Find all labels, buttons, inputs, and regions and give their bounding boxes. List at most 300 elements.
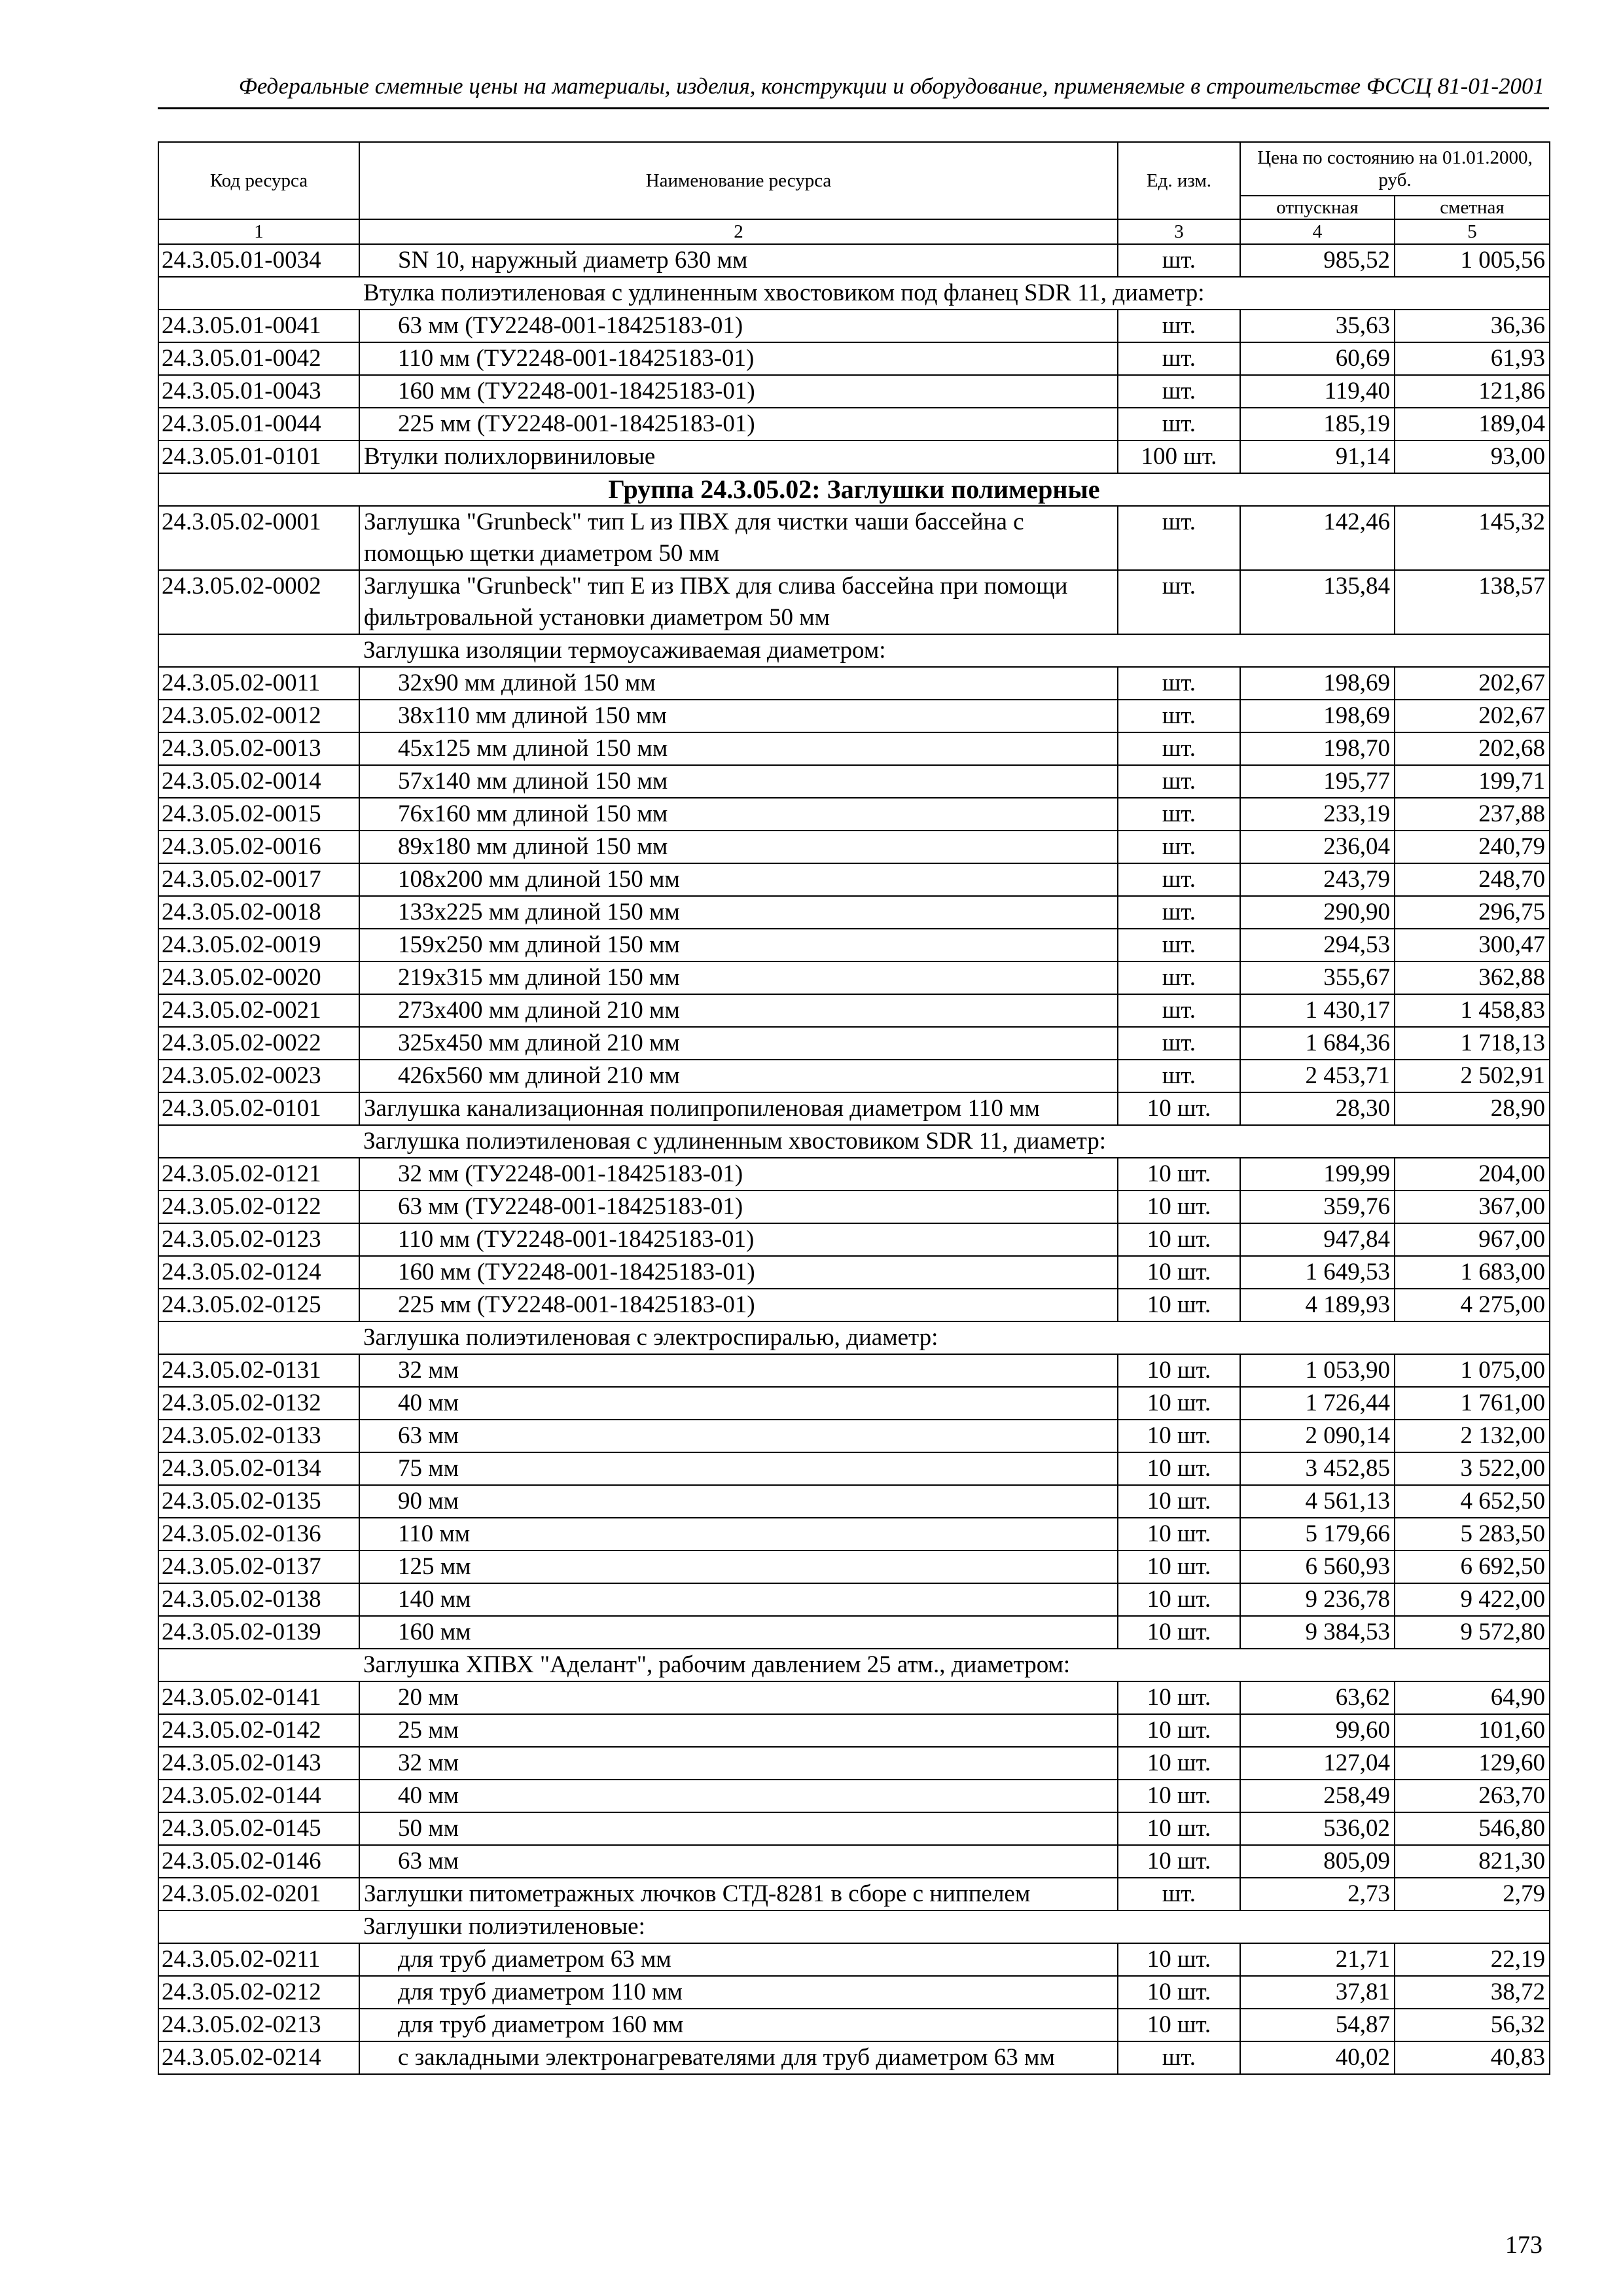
table-row bbox=[158, 1551, 1550, 1583]
resource-code: 24.3.05.01-0043 bbox=[158, 375, 359, 408]
estimate-price: 1 075,00 bbox=[1395, 1354, 1550, 1387]
resource-code: 24.3.05.02-0133 bbox=[158, 1420, 359, 1452]
table-row bbox=[158, 1747, 1550, 1780]
table-row bbox=[158, 1354, 1550, 1387]
resource-code: 24.3.05.02-0014 bbox=[158, 765, 359, 798]
release-price: 359,76 bbox=[1240, 1191, 1395, 1223]
estimate-price: 3 522,00 bbox=[1395, 1452, 1550, 1485]
empty-cell bbox=[158, 634, 359, 667]
resource-name: 110 мм (ТУ2248-001-18425183-01) bbox=[359, 342, 1118, 375]
release-price: 947,84 bbox=[1240, 1223, 1395, 1256]
resource-code: 24.3.05.02-0001 bbox=[158, 506, 359, 570]
unit: 10 шт. bbox=[1118, 1452, 1240, 1485]
table-row bbox=[158, 929, 1550, 961]
release-price: 355,67 bbox=[1240, 961, 1395, 994]
estimate-price: 1 458,83 bbox=[1395, 994, 1550, 1027]
subgroup-title: Заглушки полиэтиленовые: bbox=[359, 1910, 1550, 1943]
release-price: 1 684,36 bbox=[1240, 1027, 1395, 1060]
table-row bbox=[158, 1060, 1550, 1092]
resource-name: 160 мм bbox=[359, 1616, 1118, 1649]
release-price: 37,81 bbox=[1240, 1976, 1395, 2009]
resource-code: 24.3.05.02-0017 bbox=[158, 863, 359, 896]
resource-code: 24.3.05.02-0132 bbox=[158, 1387, 359, 1420]
release-price: 195,77 bbox=[1240, 765, 1395, 798]
release-price: 9 236,78 bbox=[1240, 1583, 1395, 1616]
release-price: 28,30 bbox=[1240, 1092, 1395, 1125]
unit: 10 шт. bbox=[1118, 1158, 1240, 1191]
resource-name: 125 мм bbox=[359, 1551, 1118, 1583]
resource-name: для труб диаметром 110 мм bbox=[359, 1976, 1118, 2009]
resource-code: 24.3.05.02-0144 bbox=[158, 1780, 359, 1812]
unit: 10 шт. bbox=[1118, 1223, 1240, 1256]
unit: 10 шт. bbox=[1118, 1518, 1240, 1551]
unit: 10 шт. bbox=[1118, 1780, 1240, 1812]
resource-code: 24.3.05.02-0145 bbox=[158, 1812, 359, 1845]
release-price: 60,69 bbox=[1240, 342, 1395, 375]
release-price: 243,79 bbox=[1240, 863, 1395, 896]
subgroup-title: Заглушка полиэтиленовая с удлиненным хвостовиком SDR 11, диаметр: bbox=[359, 1125, 1550, 1158]
resource-name: 110 мм bbox=[359, 1518, 1118, 1551]
resource-code: 24.3.05.02-0125 bbox=[158, 1289, 359, 1321]
table-row bbox=[158, 1518, 1550, 1551]
price-table bbox=[158, 141, 1550, 2075]
empty-cell bbox=[158, 1321, 359, 1354]
resource-name: 40 мм bbox=[359, 1387, 1118, 1420]
header-estimate-price: сметная bbox=[1395, 196, 1550, 219]
table-row bbox=[158, 1223, 1550, 1256]
estimate-price: 237,88 bbox=[1395, 798, 1550, 831]
header-name: Наименование ресурса bbox=[359, 142, 1118, 219]
release-price: 2 453,71 bbox=[1240, 1060, 1395, 1092]
estimate-price: 202,67 bbox=[1395, 667, 1550, 700]
resource-code: 24.3.05.02-0134 bbox=[158, 1452, 359, 1485]
empty-cell bbox=[158, 1910, 359, 1943]
resource-code: 24.3.05.01-0101 bbox=[158, 440, 359, 473]
resource-name: 32х90 мм длиной 150 мм bbox=[359, 667, 1118, 700]
unit: шт. bbox=[1118, 2041, 1240, 2074]
unit: 10 шт. bbox=[1118, 1092, 1240, 1125]
resource-name: Заглушка "Grunbeck" тип L из ПВХ для чистки чаши бассейна с помощью щетки диаметром 50 мм bbox=[359, 506, 1118, 570]
estimate-price: 5 283,50 bbox=[1395, 1518, 1550, 1551]
header-price: Цена по состоянию на 01.01.2000, руб. bbox=[1240, 142, 1550, 196]
resource-name: 50 мм bbox=[359, 1812, 1118, 1845]
resource-name: 38х110 мм длиной 150 мм bbox=[359, 700, 1118, 732]
resource-name: SN 10, наружный диаметр 630 мм bbox=[359, 244, 1118, 277]
unit: 10 шт. bbox=[1118, 1256, 1240, 1289]
resource-code: 24.3.05.02-0101 bbox=[158, 1092, 359, 1125]
subgroup-row bbox=[158, 1910, 1550, 1943]
unit: 10 шт. bbox=[1118, 1387, 1240, 1420]
unit: шт. bbox=[1118, 506, 1240, 570]
resource-code: 24.3.05.02-0022 bbox=[158, 1027, 359, 1060]
column-number: 3 bbox=[1118, 219, 1240, 244]
table-row bbox=[158, 244, 1550, 277]
release-price: 3 452,85 bbox=[1240, 1452, 1395, 1485]
estimate-price: 263,70 bbox=[1395, 1780, 1550, 1812]
release-price: 294,53 bbox=[1240, 929, 1395, 961]
estimate-price: 821,30 bbox=[1395, 1845, 1550, 1878]
table-row bbox=[158, 2041, 1550, 2074]
release-price: 2 090,14 bbox=[1240, 1420, 1395, 1452]
release-price: 91,14 bbox=[1240, 440, 1395, 473]
header-release-price: отпускная bbox=[1240, 196, 1395, 219]
release-price: 9 384,53 bbox=[1240, 1616, 1395, 1649]
resource-name: 160 мм (ТУ2248-001-18425183-01) bbox=[359, 375, 1118, 408]
estimate-price: 6 692,50 bbox=[1395, 1551, 1550, 1583]
subgroup-row bbox=[158, 634, 1550, 667]
release-price: 1 726,44 bbox=[1240, 1387, 1395, 1420]
table-row bbox=[158, 2009, 1550, 2041]
resource-name: 273х400 мм длиной 210 мм bbox=[359, 994, 1118, 1027]
resource-code: 24.3.05.02-0016 bbox=[158, 831, 359, 863]
resource-name: для труб диаметром 63 мм bbox=[359, 1943, 1118, 1976]
subgroup-row bbox=[158, 1321, 1550, 1354]
release-price: 119,40 bbox=[1240, 375, 1395, 408]
unit: шт. bbox=[1118, 961, 1240, 994]
unit: шт. bbox=[1118, 896, 1240, 929]
unit: 10 шт. bbox=[1118, 1289, 1240, 1321]
estimate-price: 56,32 bbox=[1395, 2009, 1550, 2041]
resource-code: 24.3.05.02-0124 bbox=[158, 1256, 359, 1289]
unit: 100 шт. bbox=[1118, 440, 1240, 473]
table-row bbox=[158, 1714, 1550, 1747]
unit: 10 шт. bbox=[1118, 2009, 1240, 2041]
resource-name: 225 мм (ТУ2248-001-18425183-01) bbox=[359, 408, 1118, 440]
estimate-price: 199,71 bbox=[1395, 765, 1550, 798]
table-row bbox=[158, 1092, 1550, 1125]
resource-code: 24.3.05.02-0012 bbox=[158, 700, 359, 732]
estimate-price: 189,04 bbox=[1395, 408, 1550, 440]
estimate-price: 9 572,80 bbox=[1395, 1616, 1550, 1649]
resource-code: 24.3.05.02-0019 bbox=[158, 929, 359, 961]
table-row bbox=[158, 1812, 1550, 1845]
unit: 10 шт. bbox=[1118, 1943, 1240, 1976]
estimate-price: 248,70 bbox=[1395, 863, 1550, 896]
resource-code: 24.3.05.02-0213 bbox=[158, 2009, 359, 2041]
table-row bbox=[158, 375, 1550, 408]
table-row bbox=[158, 1452, 1550, 1485]
table-row bbox=[158, 798, 1550, 831]
estimate-price: 145,32 bbox=[1395, 506, 1550, 570]
subgroup-row bbox=[158, 277, 1550, 310]
estimate-price: 1 718,13 bbox=[1395, 1027, 1550, 1060]
estimate-price: 4 652,50 bbox=[1395, 1485, 1550, 1518]
table-row bbox=[158, 1485, 1550, 1518]
release-price: 236,04 bbox=[1240, 831, 1395, 863]
table-body bbox=[158, 244, 1550, 2074]
table-row bbox=[158, 506, 1550, 570]
resource-name: 133х225 мм длиной 150 мм bbox=[359, 896, 1118, 929]
resource-name: 63 мм (ТУ2248-001-18425183-01) bbox=[359, 310, 1118, 342]
resource-name: 219х315 мм длиной 150 мм bbox=[359, 961, 1118, 994]
release-price: 536,02 bbox=[1240, 1812, 1395, 1845]
column-number: 1 bbox=[158, 219, 359, 244]
unit: шт. bbox=[1118, 667, 1240, 700]
release-price: 5 179,66 bbox=[1240, 1518, 1395, 1551]
subgroup-title: Заглушка полиэтиленовая с электроспиралью, диаметр: bbox=[359, 1321, 1550, 1354]
release-price: 99,60 bbox=[1240, 1714, 1395, 1747]
unit: шт. bbox=[1118, 863, 1240, 896]
release-price: 127,04 bbox=[1240, 1747, 1395, 1780]
unit: шт. bbox=[1118, 310, 1240, 342]
release-price: 2,73 bbox=[1240, 1878, 1395, 1910]
resource-code: 24.3.05.01-0041 bbox=[158, 310, 359, 342]
resource-code: 24.3.05.02-0146 bbox=[158, 1845, 359, 1878]
release-price: 198,69 bbox=[1240, 667, 1395, 700]
table-row bbox=[158, 1583, 1550, 1616]
unit: 10 шт. bbox=[1118, 1845, 1240, 1878]
column-number: 5 bbox=[1395, 219, 1550, 244]
table-row bbox=[158, 408, 1550, 440]
unit: 10 шт. bbox=[1118, 1976, 1240, 2009]
estimate-price: 101,60 bbox=[1395, 1714, 1550, 1747]
estimate-price: 129,60 bbox=[1395, 1747, 1550, 1780]
unit: шт. bbox=[1118, 700, 1240, 732]
unit: 10 шт. bbox=[1118, 1354, 1240, 1387]
table-row bbox=[158, 1681, 1550, 1714]
resource-code: 24.3.05.02-0135 bbox=[158, 1485, 359, 1518]
header-unit: Ед. изм. bbox=[1118, 142, 1240, 219]
resource-code: 24.3.05.02-0123 bbox=[158, 1223, 359, 1256]
group-row bbox=[158, 473, 1550, 506]
resource-code: 24.3.05.02-0018 bbox=[158, 896, 359, 929]
resource-code: 24.3.05.02-0002 bbox=[158, 570, 359, 634]
header-code: Код ресурса bbox=[158, 142, 359, 219]
estimate-price: 202,68 bbox=[1395, 732, 1550, 765]
table-row bbox=[158, 1191, 1550, 1223]
release-price: 35,63 bbox=[1240, 310, 1395, 342]
table-row bbox=[158, 1256, 1550, 1289]
estimate-price: 204,00 bbox=[1395, 1158, 1550, 1191]
unit: 10 шт. bbox=[1118, 1420, 1240, 1452]
resource-code: 24.3.05.02-0143 bbox=[158, 1747, 359, 1780]
unit: шт. bbox=[1118, 1027, 1240, 1060]
release-price: 290,90 bbox=[1240, 896, 1395, 929]
resource-name: 40 мм bbox=[359, 1780, 1118, 1812]
resource-code: 24.3.05.02-0122 bbox=[158, 1191, 359, 1223]
column-number: 2 bbox=[359, 219, 1118, 244]
resource-code: 24.3.05.02-0015 bbox=[158, 798, 359, 831]
estimate-price: 240,79 bbox=[1395, 831, 1550, 863]
unit: 10 шт. bbox=[1118, 1551, 1240, 1583]
release-price: 258,49 bbox=[1240, 1780, 1395, 1812]
resource-code: 24.3.05.01-0034 bbox=[158, 244, 359, 277]
estimate-price: 121,86 bbox=[1395, 375, 1550, 408]
group-title: Группа 24.3.05.02: Заглушки полимерные bbox=[158, 473, 1550, 506]
estimate-price: 1 761,00 bbox=[1395, 1387, 1550, 1420]
estimate-price: 36,36 bbox=[1395, 310, 1550, 342]
resource-name: 90 мм bbox=[359, 1485, 1118, 1518]
resource-name: 110 мм (ТУ2248-001-18425183-01) bbox=[359, 1223, 1118, 1256]
resource-code: 24.3.05.02-0142 bbox=[158, 1714, 359, 1747]
unit: шт. bbox=[1118, 831, 1240, 863]
subgroup-row bbox=[158, 1649, 1550, 1681]
resource-code: 24.3.05.02-0211 bbox=[158, 1943, 359, 1976]
table-row bbox=[158, 896, 1550, 929]
release-price: 185,19 bbox=[1240, 408, 1395, 440]
estimate-price: 1 683,00 bbox=[1395, 1256, 1550, 1289]
empty-cell bbox=[158, 277, 359, 310]
estimate-price: 28,90 bbox=[1395, 1092, 1550, 1125]
header-rule bbox=[158, 107, 1549, 109]
resource-name: 140 мм bbox=[359, 1583, 1118, 1616]
resource-name: Заглушки питометражных лючков СТД-8281 в сборе с ниппелем bbox=[359, 1878, 1118, 1910]
unit: 10 шт. bbox=[1118, 1485, 1240, 1518]
release-price: 199,99 bbox=[1240, 1158, 1395, 1191]
resource-name: 25 мм bbox=[359, 1714, 1118, 1747]
empty-cell bbox=[158, 1125, 359, 1158]
empty-cell bbox=[158, 1649, 359, 1681]
unit: 10 шт. bbox=[1118, 1583, 1240, 1616]
resource-name: 32 мм (ТУ2248-001-18425183-01) bbox=[359, 1158, 1118, 1191]
estimate-price: 38,72 bbox=[1395, 1976, 1550, 2009]
release-price: 4 561,13 bbox=[1240, 1485, 1395, 1518]
estimate-price: 138,57 bbox=[1395, 570, 1550, 634]
release-price: 1 053,90 bbox=[1240, 1354, 1395, 1387]
resource-name: для труб диаметром 160 мм bbox=[359, 2009, 1118, 2041]
unit: шт. bbox=[1118, 1878, 1240, 1910]
resource-name: Втулки полихлорвиниловые bbox=[359, 440, 1118, 473]
unit: шт. bbox=[1118, 929, 1240, 961]
resource-name: 108х200 мм длиной 150 мм bbox=[359, 863, 1118, 896]
unit: 10 шт. bbox=[1118, 1714, 1240, 1747]
unit: шт. bbox=[1118, 798, 1240, 831]
estimate-price: 1 005,56 bbox=[1395, 244, 1550, 277]
table-row bbox=[158, 1616, 1550, 1649]
resource-name: 160 мм (ТУ2248-001-18425183-01) bbox=[359, 1256, 1118, 1289]
estimate-price: 362,88 bbox=[1395, 961, 1550, 994]
resource-name: 325х450 мм длиной 210 мм bbox=[359, 1027, 1118, 1060]
subgroup-title: Заглушка изоляции термоусаживаемая диаметром: bbox=[359, 634, 1550, 667]
resource-code: 24.3.05.02-0013 bbox=[158, 732, 359, 765]
resource-code: 24.3.05.02-0214 bbox=[158, 2041, 359, 2074]
table-row bbox=[158, 961, 1550, 994]
table-row bbox=[158, 667, 1550, 700]
estimate-price: 93,00 bbox=[1395, 440, 1550, 473]
table-row bbox=[158, 1943, 1550, 1976]
resource-name: Заглушка "Grunbeck" тип E из ПВХ для слива бассейна при помощи фильтровальной установки диаметром 50 мм bbox=[359, 570, 1118, 634]
table-row bbox=[158, 1845, 1550, 1878]
release-price: 6 560,93 bbox=[1240, 1551, 1395, 1583]
unit: 10 шт. bbox=[1118, 1191, 1240, 1223]
release-price: 1 649,53 bbox=[1240, 1256, 1395, 1289]
unit: шт. bbox=[1118, 765, 1240, 798]
estimate-price: 2 132,00 bbox=[1395, 1420, 1550, 1452]
table-row bbox=[158, 1878, 1550, 1910]
resource-code: 24.3.05.02-0011 bbox=[158, 667, 359, 700]
table-row bbox=[158, 765, 1550, 798]
resource-name: 76х160 мм длиной 150 мм bbox=[359, 798, 1118, 831]
table-row bbox=[158, 310, 1550, 342]
resource-name: 45х125 мм длиной 150 мм bbox=[359, 732, 1118, 765]
unit: 10 шт. bbox=[1118, 1616, 1240, 1649]
page-number: 173 bbox=[1505, 2231, 1543, 2259]
table-row bbox=[158, 1976, 1550, 2009]
release-price: 1 430,17 bbox=[1240, 994, 1395, 1027]
estimate-price: 300,47 bbox=[1395, 929, 1550, 961]
table-row bbox=[158, 1289, 1550, 1321]
unit: шт. bbox=[1118, 375, 1240, 408]
resource-name: 57х140 мм длиной 150 мм bbox=[359, 765, 1118, 798]
table-row bbox=[158, 1387, 1550, 1420]
table-row bbox=[158, 440, 1550, 473]
release-price: 198,69 bbox=[1240, 700, 1395, 732]
estimate-price: 40,83 bbox=[1395, 2041, 1550, 2074]
table-row bbox=[158, 700, 1550, 732]
estimate-price: 61,93 bbox=[1395, 342, 1550, 375]
resource-code: 24.3.05.02-0131 bbox=[158, 1354, 359, 1387]
estimate-price: 22,19 bbox=[1395, 1943, 1550, 1976]
resource-name: 32 мм bbox=[359, 1354, 1118, 1387]
table-row bbox=[158, 342, 1550, 375]
unit: шт. bbox=[1118, 408, 1240, 440]
resource-code: 24.3.05.02-0023 bbox=[158, 1060, 359, 1092]
estimate-price: 2 502,91 bbox=[1395, 1060, 1550, 1092]
resource-code: 24.3.05.02-0020 bbox=[158, 961, 359, 994]
estimate-price: 202,67 bbox=[1395, 700, 1550, 732]
release-price: 4 189,93 bbox=[1240, 1289, 1395, 1321]
resource-name: 225 мм (ТУ2248-001-18425183-01) bbox=[359, 1289, 1118, 1321]
resource-name: 63 мм (ТУ2248-001-18425183-01) bbox=[359, 1191, 1118, 1223]
table-row bbox=[158, 994, 1550, 1027]
estimate-price: 9 422,00 bbox=[1395, 1583, 1550, 1616]
resource-code: 24.3.05.02-0138 bbox=[158, 1583, 359, 1616]
resource-code: 24.3.05.01-0042 bbox=[158, 342, 359, 375]
estimate-price: 967,00 bbox=[1395, 1223, 1550, 1256]
release-price: 40,02 bbox=[1240, 2041, 1395, 2074]
resource-code: 24.3.05.02-0139 bbox=[158, 1616, 359, 1649]
unit: шт. bbox=[1118, 994, 1240, 1027]
release-price: 198,70 bbox=[1240, 732, 1395, 765]
column-number: 4 bbox=[1240, 219, 1395, 244]
resource-name: 426х560 мм длиной 210 мм bbox=[359, 1060, 1118, 1092]
running-head: Федеральные сметные цены на материалы, изделия, конструкции и оборудование, применяемые в строительстве ФССЦ 81-01-2001 bbox=[238, 73, 1544, 99]
release-price: 21,71 bbox=[1240, 1943, 1395, 1976]
release-price: 63,62 bbox=[1240, 1681, 1395, 1714]
resource-name: 63 мм bbox=[359, 1420, 1118, 1452]
release-price: 985,52 bbox=[1240, 244, 1395, 277]
unit: 10 шт. bbox=[1118, 1747, 1240, 1780]
subgroup-title: Втулка полиэтиленовая с удлиненным хвостовиком под фланец SDR 11, диаметр: bbox=[359, 277, 1550, 310]
subgroup-row bbox=[158, 1125, 1550, 1158]
unit: шт. bbox=[1118, 342, 1240, 375]
table-row bbox=[158, 1027, 1550, 1060]
estimate-price: 64,90 bbox=[1395, 1681, 1550, 1714]
resource-name: 75 мм bbox=[359, 1452, 1118, 1485]
resource-code: 24.3.05.02-0141 bbox=[158, 1681, 359, 1714]
unit: 10 шт. bbox=[1118, 1812, 1240, 1845]
resource-code: 24.3.05.02-0212 bbox=[158, 1976, 359, 2009]
table-row bbox=[158, 732, 1550, 765]
release-price: 142,46 bbox=[1240, 506, 1395, 570]
estimate-price: 4 275,00 bbox=[1395, 1289, 1550, 1321]
resource-name: с закладными электронагревателями для труб диаметром 63 мм bbox=[359, 2041, 1118, 2074]
estimate-price: 296,75 bbox=[1395, 896, 1550, 929]
release-price: 233,19 bbox=[1240, 798, 1395, 831]
resource-name: 89х180 мм длиной 150 мм bbox=[359, 831, 1118, 863]
table-row bbox=[158, 1420, 1550, 1452]
estimate-price: 546,80 bbox=[1395, 1812, 1550, 1845]
estimate-price: 367,00 bbox=[1395, 1191, 1550, 1223]
resource-code: 24.3.05.01-0044 bbox=[158, 408, 359, 440]
unit: шт. bbox=[1118, 1060, 1240, 1092]
resource-name: 32 мм bbox=[359, 1747, 1118, 1780]
table-row bbox=[158, 570, 1550, 634]
resource-code: 24.3.05.02-0121 bbox=[158, 1158, 359, 1191]
unit: 10 шт. bbox=[1118, 1681, 1240, 1714]
release-price: 135,84 bbox=[1240, 570, 1395, 634]
resource-code: 24.3.05.02-0021 bbox=[158, 994, 359, 1027]
